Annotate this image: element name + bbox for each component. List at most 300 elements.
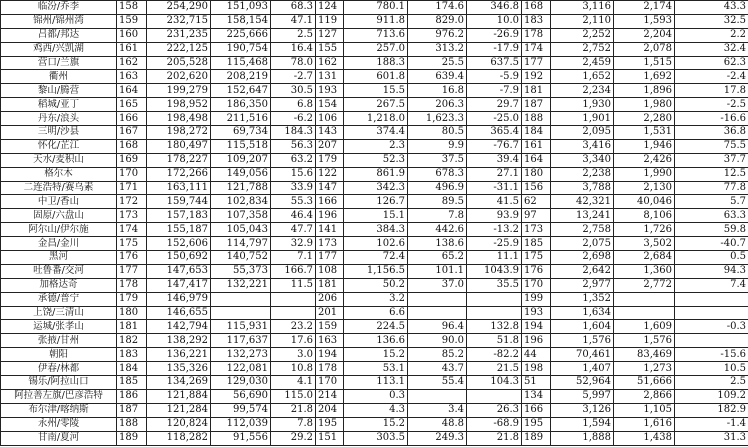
cell-growth-a: 4.1 (271, 376, 316, 390)
cell-value-b2: 976.2 (408, 28, 467, 42)
cell-value-c1: 2,238 (551, 167, 614, 181)
cell-rank-a: 161 (117, 42, 147, 56)
cell-value-c1: 3,416 (551, 139, 614, 153)
cell-value-c2: 1,273 (614, 362, 675, 376)
cell-growth-a: 7.1 (271, 251, 316, 265)
cell-value-b2: 25.5 (408, 56, 467, 70)
cell-value-a1: 222,125 (147, 42, 211, 56)
cell-value-c1: 2,698 (551, 251, 614, 265)
cell-value-a2 (211, 292, 271, 306)
cell-rank-a: 165 (117, 98, 147, 112)
cell-city: 格尔木 (1, 167, 117, 181)
cell-growth-a: 17.6 (271, 334, 316, 348)
table-row (1, 431, 748, 445)
cell-growth-b: 104.3 (467, 376, 522, 390)
cell-rank-a: 182 (117, 334, 147, 348)
cell-value-c2: 2,772 (614, 278, 675, 292)
cell-growth-c: 10.5 (675, 362, 748, 376)
cell-rank-a: 162 (117, 56, 147, 70)
cell-growth-b (467, 389, 522, 403)
table-row (1, 334, 748, 348)
cell-growth-c (675, 334, 748, 348)
cell-value-c2: 1,438 (614, 431, 675, 445)
cell-value-a2: 132,221 (211, 278, 271, 292)
cell-value-a2: 121,788 (211, 181, 271, 195)
cell-growth-a: 115.0 (271, 389, 316, 403)
cell-city: 金昌/金川 (1, 237, 117, 251)
cell-city: 吕都/邦达 (1, 28, 117, 42)
cell-value-b1: 342.3 (344, 181, 408, 195)
cell-city: 黑河 (1, 251, 117, 265)
cell-city: 营口/兰旗 (1, 56, 117, 70)
cell-value-b2: 7.8 (408, 209, 467, 223)
cell-value-a2: 105,043 (211, 223, 271, 237)
cell-growth-c: -16.6 (675, 112, 748, 126)
cell-rank-c: 194 (522, 320, 551, 334)
cell-rank-c: 189 (522, 431, 551, 445)
cell-rank-b: 141 (316, 223, 344, 237)
cell-city: 伊春/林都 (1, 362, 117, 376)
table-row (1, 348, 748, 362)
cell-rank-c: 164 (522, 153, 551, 167)
cell-value-b1: 6.6 (344, 306, 408, 320)
cell-growth-c: 7.4 (675, 278, 748, 292)
table-row (1, 306, 748, 320)
cell-growth-a: 78.0 (271, 56, 316, 70)
cell-city: 锡乐/阿拉山口 (1, 376, 117, 390)
cell-growth-a: 32.9 (271, 237, 316, 251)
cell-value-a2: 102,834 (211, 195, 271, 209)
cell-value-b1: 15.2 (344, 417, 408, 431)
cell-rank-b: 193 (316, 84, 344, 98)
cell-value-a1: 147,417 (147, 278, 211, 292)
cell-value-a1: 232,715 (147, 14, 211, 28)
cell-value-a1: 180,497 (147, 139, 211, 153)
cell-value-a1: 136,221 (147, 348, 211, 362)
cell-city: 天水/麦积山 (1, 153, 117, 167)
cell-growth-c: 62.3 (675, 56, 748, 70)
cell-growth-c: -40.7 (675, 237, 748, 251)
cell-city: 二连浩特/赛乌素 (1, 181, 117, 195)
cell-value-c2: 1,946 (614, 139, 675, 153)
cell-growth-b: -25.0 (467, 112, 522, 126)
cell-value-b2: 85.2 (408, 348, 467, 362)
cell-value-a1: 159,744 (147, 195, 211, 209)
table-row (1, 181, 748, 195)
cell-growth-c: 59.8 (675, 223, 748, 237)
cell-value-c1: 1,901 (551, 112, 614, 126)
cell-rank-c: 192 (522, 70, 551, 84)
cell-value-c1: 1,352 (551, 292, 614, 306)
cell-value-a2: 151,093 (211, 1, 271, 15)
cell-growth-b (467, 306, 522, 320)
cell-rank-c: 196 (522, 334, 551, 348)
cell-rank-c: 176 (522, 264, 551, 278)
table-row (1, 237, 748, 251)
cell-growth-a: 16.4 (271, 42, 316, 56)
cell-value-a2: 91,556 (211, 431, 271, 445)
cell-growth-b: -5.9 (467, 70, 522, 84)
cell-rank-c: 180 (522, 167, 551, 181)
cell-growth-a: 29.2 (271, 431, 316, 445)
cell-rank-b: 159 (316, 320, 344, 334)
cell-growth-a: 21.8 (271, 403, 316, 417)
cell-value-c1: 2,977 (551, 278, 614, 292)
cell-growth-a (271, 306, 316, 320)
cell-value-b2: 9.9 (408, 139, 467, 153)
cell-value-c2: 2,204 (614, 28, 675, 42)
cell-city: 运城/张孝山 (1, 320, 117, 334)
cell-rank-b: 178 (316, 362, 344, 376)
cell-value-a1: 147,653 (147, 264, 211, 278)
cell-value-b2: 442.6 (408, 223, 467, 237)
cell-rank-b: 155 (316, 42, 344, 56)
cell-growth-b: -25.9 (467, 237, 522, 251)
cell-growth-b: 93.9 (467, 209, 522, 223)
cell-value-c1: 1,594 (551, 417, 614, 431)
cell-growth-a: -6.2 (271, 112, 316, 126)
cell-rank-a: 181 (117, 320, 147, 334)
cell-value-b1: 126.7 (344, 195, 408, 209)
cell-rank-a: 189 (117, 431, 147, 445)
cell-value-c1: 2,234 (551, 84, 614, 98)
cell-growth-a: 15.6 (271, 167, 316, 181)
cell-growth-c: 31.3 (675, 431, 748, 445)
cell-value-a2: 122,081 (211, 362, 271, 376)
cell-value-a2: 99,574 (211, 403, 271, 417)
cell-value-c2: 1,980 (614, 98, 675, 112)
cell-value-b1: 601.8 (344, 70, 408, 84)
cell-value-c2: 1,726 (614, 223, 675, 237)
cell-value-a2 (211, 306, 271, 320)
cell-growth-b: 35.5 (467, 278, 522, 292)
cell-rank-b: 162 (316, 56, 344, 70)
cell-value-a2: 152,647 (211, 84, 271, 98)
cell-growth-c: 182.9 (675, 403, 748, 417)
cell-rank-a: 172 (117, 195, 147, 209)
cell-value-c1: 2,459 (551, 56, 614, 70)
cell-value-b2: 174.6 (408, 1, 467, 15)
cell-rank-a: 176 (117, 251, 147, 265)
cell-growth-a: 68.3 (271, 1, 316, 15)
cell-growth-a: 30.5 (271, 84, 316, 98)
cell-rank-b: 170 (316, 376, 344, 390)
cell-city: 阿尔山/伊尔施 (1, 223, 117, 237)
table-row (1, 153, 748, 167)
cell-value-b1: 15.2 (344, 348, 408, 362)
table-row (1, 167, 748, 181)
cell-value-c1: 42,321 (551, 195, 614, 209)
cell-growth-c: 94.3 (675, 264, 748, 278)
cell-growth-b: -31.1 (467, 181, 522, 195)
cell-value-a1: 178,227 (147, 153, 211, 167)
cell-value-c2: 2,130 (614, 181, 675, 195)
cell-value-c2: 1,531 (614, 126, 675, 140)
cell-value-b2: 80.5 (408, 126, 467, 140)
cell-growth-b: 27.1 (467, 167, 522, 181)
table-row (1, 264, 748, 278)
cell-value-a2: 55,373 (211, 264, 271, 278)
cell-rank-c: 181 (522, 84, 551, 98)
cell-rank-a: 167 (117, 126, 147, 140)
cell-value-a2: 129,030 (211, 376, 271, 390)
table-row (1, 403, 748, 417)
cell-rank-a: 173 (117, 209, 147, 223)
cell-value-c1: 2,110 (551, 14, 614, 28)
cell-value-a1: 163,111 (147, 181, 211, 195)
cell-value-c2: 2,684 (614, 251, 675, 265)
cell-city: 承德/普宁 (1, 292, 117, 306)
cell-value-a2: 115,468 (211, 56, 271, 70)
cell-rank-b: 108 (316, 264, 344, 278)
cell-value-a1: 202,620 (147, 70, 211, 84)
cell-value-b1: 3.2 (344, 292, 408, 306)
cell-city: 永州/零陵 (1, 417, 117, 431)
cell-value-c2: 1,692 (614, 70, 675, 84)
cell-rank-a: 166 (117, 112, 147, 126)
cell-value-a1: 199,279 (147, 84, 211, 98)
cell-value-b1: 113.1 (344, 376, 408, 390)
cell-growth-a (271, 292, 316, 306)
cell-value-a1: 198,272 (147, 126, 211, 140)
cell-rank-b: 201 (316, 306, 344, 320)
cell-growth-a: 10.8 (271, 362, 316, 376)
cell-value-c1: 5,997 (551, 389, 614, 403)
table-row (1, 84, 748, 98)
cell-rank-a: 164 (117, 84, 147, 98)
table-row (1, 1, 748, 15)
cell-rank-c: 195 (522, 417, 551, 431)
cell-rank-c: 175 (522, 251, 551, 265)
cell-rank-a: 168 (117, 139, 147, 153)
cell-value-b2 (408, 306, 467, 320)
cell-value-a2: 211,516 (211, 112, 271, 126)
table-row (1, 56, 748, 70)
cell-growth-c: 37.7 (675, 153, 748, 167)
cell-value-b2: 101.1 (408, 264, 467, 278)
cell-value-a1: 121,884 (147, 389, 211, 403)
cell-value-c2: 1,576 (614, 334, 675, 348)
table-row (1, 126, 748, 140)
cell-value-b1: 374.4 (344, 126, 408, 140)
cell-growth-c (675, 292, 748, 306)
cell-rank-c: 199 (522, 292, 551, 306)
table-row (1, 209, 748, 223)
cell-rank-c: 183 (522, 14, 551, 28)
cell-value-b2: 37.5 (408, 153, 467, 167)
cell-growth-a: 2.5 (271, 28, 316, 42)
cell-value-c1: 1,652 (551, 70, 614, 84)
cell-city: 丹东/浪头 (1, 112, 117, 126)
cell-rank-a: 160 (117, 28, 147, 42)
cell-growth-b: 346.8 (467, 1, 522, 15)
cell-value-b1: 303.5 (344, 431, 408, 445)
table-row (1, 42, 748, 56)
cell-rank-a: 177 (117, 264, 147, 278)
cell-value-a1: 198,952 (147, 98, 211, 112)
cell-rank-c: 174 (522, 42, 551, 56)
cell-growth-c: 0.5 (675, 251, 748, 265)
cell-value-b1: 224.5 (344, 320, 408, 334)
cell-value-a1: 134,269 (147, 376, 211, 390)
cell-growth-a: 166.7 (271, 264, 316, 278)
cell-value-a1: 121,284 (147, 403, 211, 417)
cell-value-b2: 249.3 (408, 431, 467, 445)
cell-value-b2: 65.2 (408, 251, 467, 265)
table-row (1, 278, 748, 292)
cell-value-c2: 1,616 (614, 417, 675, 431)
cell-value-b1: 267.5 (344, 98, 408, 112)
cell-rank-b: 119 (316, 14, 344, 28)
cell-value-a1: 205,528 (147, 56, 211, 70)
cell-value-b1: 136.6 (344, 334, 408, 348)
table-row (1, 98, 748, 112)
cell-rank-a: 170 (117, 167, 147, 181)
cell-value-b1: 53.1 (344, 362, 408, 376)
cell-value-c2: 1,593 (614, 14, 675, 28)
cell-growth-c: 17.8 (675, 84, 748, 98)
cell-city: 锦州/锦州湾 (1, 14, 117, 28)
cell-value-b2: 639.4 (408, 70, 467, 84)
cell-growth-a: -2.7 (271, 70, 316, 84)
cell-growth-c: 5.7 (675, 195, 748, 209)
cell-value-b2: 496.9 (408, 181, 467, 195)
cell-value-a1: 198,498 (147, 112, 211, 126)
cell-growth-a: 11.5 (271, 278, 316, 292)
cell-growth-c: 109.2 (675, 389, 748, 403)
cell-rank-b: 154 (316, 98, 344, 112)
table-body (1, 1, 748, 446)
cell-value-c1: 1,604 (551, 320, 614, 334)
cell-value-b1: 72.4 (344, 251, 408, 265)
cell-rank-b: 127 (316, 28, 344, 42)
table-row (1, 28, 748, 42)
cell-value-a2: 158,154 (211, 14, 271, 28)
cell-rank-a: 175 (117, 237, 147, 251)
cell-value-a2: 208,219 (211, 70, 271, 84)
cell-rank-b: 131 (316, 70, 344, 84)
cell-rank-a: 186 (117, 389, 147, 403)
cell-value-c2: 40,046 (614, 195, 675, 209)
cell-growth-c: 36.8 (675, 126, 748, 140)
cell-rank-a: 174 (117, 223, 147, 237)
cell-value-c1: 2,095 (551, 126, 614, 140)
cell-value-c2: 1,360 (614, 264, 675, 278)
cell-rank-b: 196 (316, 209, 344, 223)
cell-rank-b: 194 (316, 348, 344, 362)
cell-growth-a: 3.0 (271, 348, 316, 362)
cell-rank-c: 173 (522, 223, 551, 237)
table-row (1, 389, 748, 403)
cell-value-b1: 257.0 (344, 42, 408, 56)
cell-growth-a: 33.9 (271, 181, 316, 195)
cell-rank-a: 183 (117, 348, 147, 362)
cell-growth-c: 12.5 (675, 167, 748, 181)
cell-rank-b: 207 (316, 139, 344, 153)
cell-rank-b: 214 (316, 389, 344, 403)
cell-rank-b: 122 (316, 167, 344, 181)
cell-value-b1: 15.5 (344, 84, 408, 98)
cell-value-a2: 56,690 (211, 389, 271, 403)
cell-growth-a: 46.4 (271, 209, 316, 223)
cell-city: 固原/六盘山 (1, 209, 117, 223)
cell-rank-b: 163 (316, 334, 344, 348)
table-row (1, 223, 748, 237)
cell-value-c2: 1,990 (614, 167, 675, 181)
cell-value-c2: 83,469 (614, 348, 675, 362)
cell-value-c2: 2,078 (614, 42, 675, 56)
cell-value-c2: 1,105 (614, 403, 675, 417)
cell-value-c1: 2,252 (551, 28, 614, 42)
cell-rank-b: 166 (316, 195, 344, 209)
cell-value-a1: 150,692 (147, 251, 211, 265)
cell-value-a1: 152,606 (147, 237, 211, 251)
cell-value-b2: 48.8 (408, 417, 467, 431)
cell-value-b1: 0.3 (344, 389, 408, 403)
cell-value-b1: 1,218.0 (344, 112, 408, 126)
cell-value-b2: 829.0 (408, 14, 467, 28)
cell-value-a2: 69,734 (211, 126, 271, 140)
table-row (1, 376, 748, 390)
cell-growth-b: 10.0 (467, 14, 522, 28)
cell-city: 阿拉善左旗/巴彦浩特 (1, 389, 117, 403)
cell-growth-b: -7.9 (467, 84, 522, 98)
cell-city: 临汾/乔李 (1, 1, 117, 15)
cell-value-c1: 2,758 (551, 223, 614, 237)
cell-value-a2: 115,518 (211, 139, 271, 153)
cell-city: 加格达奇 (1, 278, 117, 292)
cell-city: 三明/沙县 (1, 126, 117, 140)
cell-value-b1: 102.6 (344, 237, 408, 251)
cell-growth-b: 11.1 (467, 251, 522, 265)
cell-growth-a: 6.8 (271, 98, 316, 112)
cell-growth-a: 47.7 (271, 223, 316, 237)
cell-value-b2: 90.0 (408, 334, 467, 348)
cell-rank-c: 177 (522, 56, 551, 70)
cell-value-b2: 43.7 (408, 362, 467, 376)
cell-value-b2: 16.8 (408, 84, 467, 98)
cell-value-b2: 37.0 (408, 278, 467, 292)
cell-rank-b: 206 (316, 292, 344, 306)
cell-growth-c: 32.5 (675, 14, 748, 28)
table-row (1, 14, 748, 28)
cell-rank-a: 188 (117, 417, 147, 431)
cell-growth-c: 63.3 (675, 209, 748, 223)
cell-value-c2: 3,502 (614, 237, 675, 251)
cell-value-c2: 2,174 (614, 1, 675, 15)
cell-rank-b: 204 (316, 403, 344, 417)
cell-growth-b: 21.8 (467, 431, 522, 445)
cell-value-b2 (408, 389, 467, 403)
cell-growth-b: 21.5 (467, 362, 522, 376)
table-row (1, 195, 748, 209)
cell-growth-c: -2.5 (675, 98, 748, 112)
cell-value-b2 (408, 292, 467, 306)
table-row (1, 417, 748, 431)
cell-growth-b: 26.3 (467, 403, 522, 417)
cell-rank-b: 143 (316, 126, 344, 140)
cell-value-c1: 13,241 (551, 209, 614, 223)
cell-city: 黎山/腾营 (1, 84, 117, 98)
cell-growth-b: 39.4 (467, 153, 522, 167)
cell-rank-b: 173 (316, 237, 344, 251)
cell-rank-c: 185 (522, 237, 551, 251)
cell-value-c2: 1,609 (614, 320, 675, 334)
cell-value-b1: 861.9 (344, 167, 408, 181)
cell-rank-b: 195 (316, 417, 344, 431)
cell-growth-b: -76.7 (467, 139, 522, 153)
cell-growth-c: -1.4 (675, 417, 748, 431)
